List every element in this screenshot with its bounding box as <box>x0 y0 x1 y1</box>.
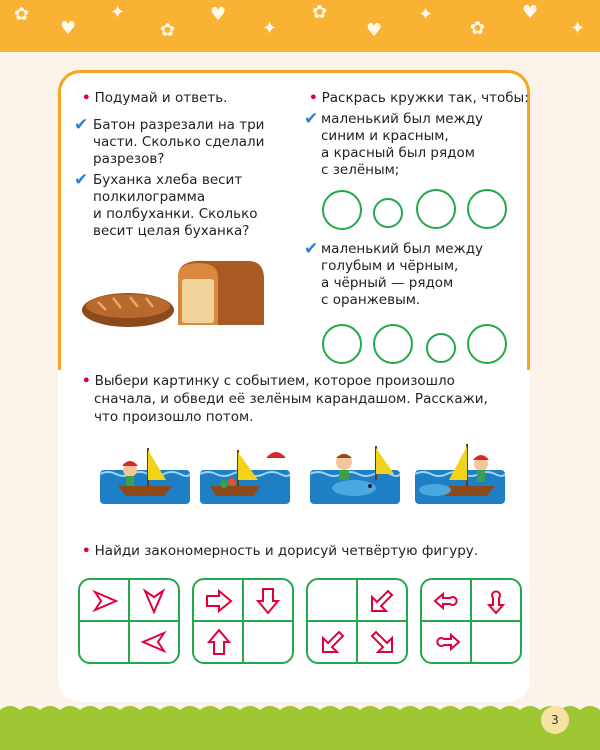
color-circle[interactable] <box>467 189 507 229</box>
left-q2-line: весит целая буханка? <box>93 223 250 239</box>
color-circle[interactable] <box>467 324 507 364</box>
event-task-line: что произошло потом. <box>94 409 254 425</box>
right-c2-line: голубым и чёрным, <box>321 258 459 274</box>
color-circle-small[interactable] <box>426 333 456 363</box>
arrow-right-icon <box>194 580 243 621</box>
arrow-down-left-icon <box>308 621 357 662</box>
event-task-line: • Выбери картинку с событием, которое произошло <box>82 373 455 389</box>
left-q2-line: и полбуханки. Сколько <box>93 206 258 222</box>
color-circle[interactable] <box>373 324 413 364</box>
left-q2-line: Буханка хлеба весит <box>93 172 243 188</box>
scene-picture-3[interactable] <box>310 440 400 510</box>
star-icon: ✦ <box>418 4 434 25</box>
star-icon: ✦ <box>110 2 126 23</box>
flower-icon: ✿ <box>160 20 176 41</box>
check-icon: ✔ <box>74 170 89 190</box>
pattern-grid-3 <box>306 578 408 664</box>
star-icon: ✦ <box>262 18 278 39</box>
heart-icon: ♥ <box>522 2 539 23</box>
empty-cell[interactable] <box>80 621 129 662</box>
check-icon: ✔ <box>304 109 319 129</box>
scene-picture-4[interactable] <box>415 440 505 510</box>
right-c1-line: маленький был между <box>321 111 484 127</box>
color-circle[interactable] <box>322 324 362 364</box>
flower-icon: ✿ <box>312 2 328 23</box>
pattern-task-heading: • Найди закономерность и дорисуй четвёртую фигуру. <box>82 543 479 559</box>
right-c1-line: а красный был рядом <box>321 145 475 161</box>
arrow-right-loop-icon <box>422 621 471 662</box>
empty-cell[interactable] <box>243 621 292 662</box>
flower-icon: ✿ <box>470 18 486 39</box>
right-c1-line: с зелёным; <box>321 162 400 178</box>
color-circle[interactable] <box>322 190 362 230</box>
empty-cell[interactable] <box>308 580 357 621</box>
right-c2-line: с оранжевым. <box>321 292 421 308</box>
scene-picture-2[interactable] <box>200 440 290 510</box>
left-q1-line: части. Сколько сделали <box>93 134 265 150</box>
arrow-down-loop-icon <box>471 580 520 621</box>
arrow-up-icon <box>194 621 243 662</box>
heart-icon: ♥ <box>60 18 77 39</box>
bottom-decor-band <box>0 710 600 750</box>
left-q1-line: Батон разрезали на три <box>93 117 265 133</box>
triangle-down-icon <box>129 580 178 621</box>
arrow-down-right-icon <box>357 621 406 662</box>
pattern-grid-1 <box>78 578 180 664</box>
triangle-right-icon <box>80 580 129 621</box>
empty-cell[interactable] <box>471 621 520 662</box>
left-q2-line: полкилограмма <box>93 189 206 205</box>
left-q1-line: разрезов? <box>93 151 165 167</box>
check-icon: ✔ <box>74 115 89 135</box>
pattern-grid-4 <box>420 578 522 664</box>
right-c2-line: маленький был между <box>321 241 484 257</box>
heart-icon: ♥ <box>366 20 383 41</box>
triangle-left-icon <box>129 621 178 662</box>
check-icon: ✔ <box>304 239 319 259</box>
right-c1-line: синим и красным, <box>321 128 449 144</box>
right-c2-line: а чёрный — рядом <box>321 275 454 291</box>
star-icon: ✦ <box>570 18 586 39</box>
arrow-down-icon <box>243 580 292 621</box>
left-task-heading: • Подумай и ответь. <box>82 90 228 106</box>
color-circle-small[interactable] <box>373 198 403 228</box>
arrow-down-left-icon <box>357 580 406 621</box>
right-task-heading: • Раскрась кружки так, чтобы: <box>309 90 529 106</box>
scene-picture-1[interactable] <box>100 440 190 510</box>
heart-icon: ♥ <box>210 4 227 25</box>
color-circle[interactable] <box>416 189 456 229</box>
page-number: 3 <box>541 706 569 734</box>
pattern-grid-2 <box>192 578 294 664</box>
flower-icon: ✿ <box>14 4 30 25</box>
arrow-left-loop-icon <box>422 580 471 621</box>
event-task-line: сначала, и обведи её зелёным карандашом. Расскажи, <box>94 391 488 407</box>
bread-illustration <box>78 255 268 335</box>
